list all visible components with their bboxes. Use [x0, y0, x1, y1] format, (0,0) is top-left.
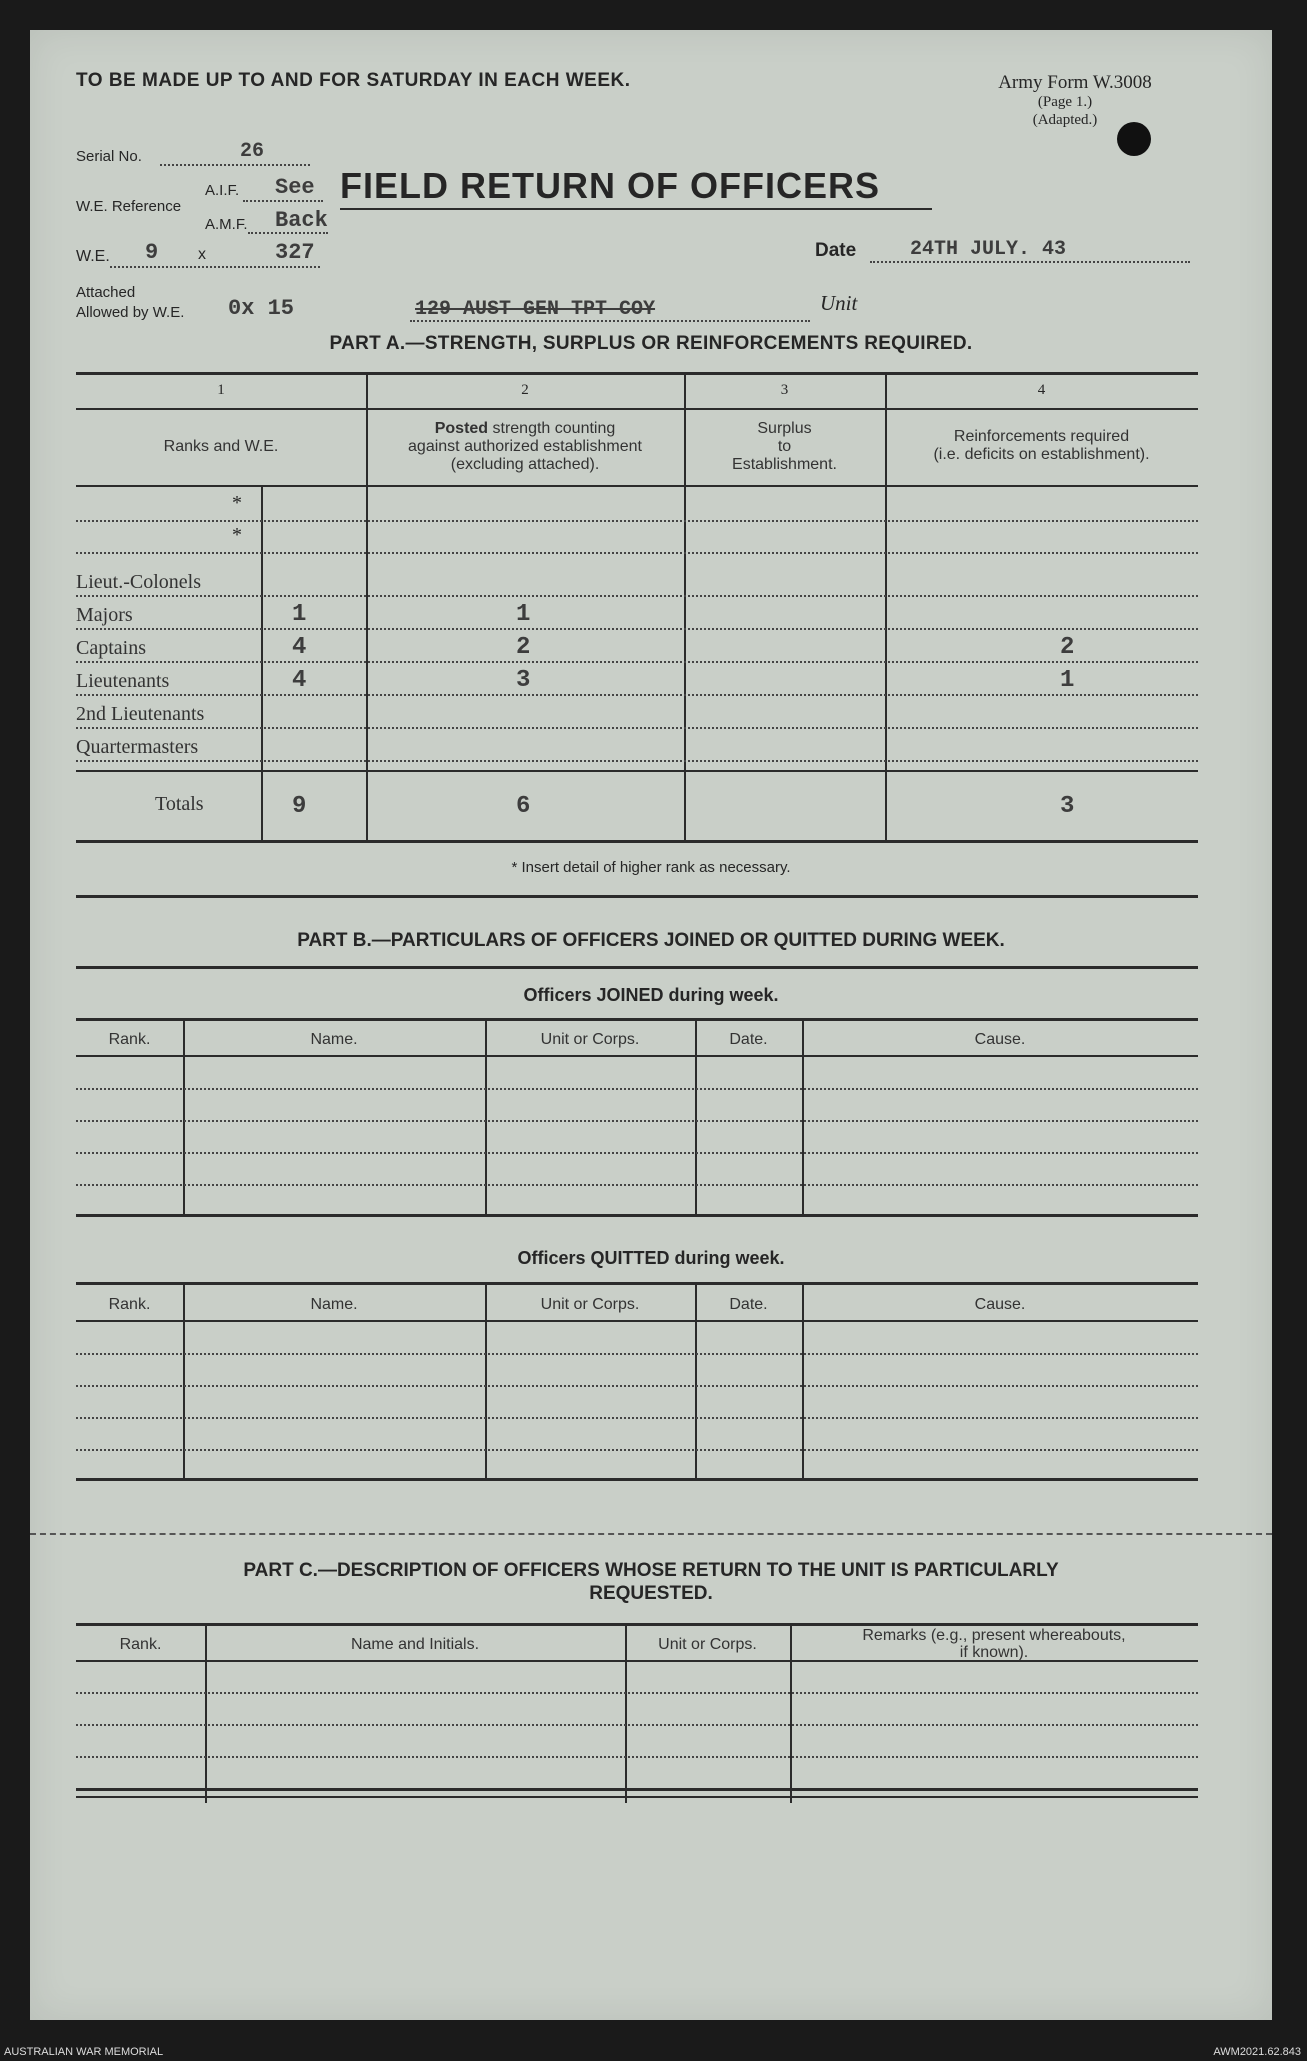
asterisk-row-1: * — [232, 492, 242, 514]
amf-value: Back — [275, 208, 328, 233]
part-a-title: PART A.—STRENGTH, SURPLUS OR REINFORCEMENTS REQUIRED. — [329, 333, 973, 354]
col1-header: Ranks and W.E. — [163, 438, 279, 455]
rank-lieutenants: Lieutenants — [76, 670, 170, 692]
quitted-col-cause: Cause. — [974, 1296, 1026, 1313]
col2-header-rest: strength counting — [488, 420, 616, 437]
col3-header-line3: Establishment. — [732, 456, 837, 473]
unit-label: Unit — [820, 291, 858, 315]
asterisk-row-1-line — [76, 520, 1198, 522]
quitted-col-unit: Unit or Corps. — [540, 1296, 640, 1313]
part-b-top-rule — [76, 966, 1198, 969]
joined-col-cause: Cause. — [974, 1031, 1026, 1048]
part-a-totals-rule — [76, 770, 1198, 772]
amf-line — [248, 232, 328, 234]
quitted-col-date: Date. — [729, 1296, 768, 1313]
quitted-row-line-1 — [76, 1353, 1198, 1355]
we-x: x — [198, 246, 206, 263]
we-value-1: 9 — [145, 240, 159, 265]
aif-label: A.I.F. — [205, 182, 240, 199]
reinf-captains: 2 — [1060, 634, 1075, 661]
joined-col-rank: Rank. — [108, 1031, 151, 1048]
quitted-col-rank: Rank. — [108, 1296, 151, 1313]
title-underline — [340, 208, 932, 210]
quitted-row-line-3 — [76, 1417, 1198, 1419]
totals-we: 9 — [292, 793, 307, 820]
part-c-title-line1: PART C.—DESCRIPTION OF OFFICERS WHOSE RETURN TO THE UNIT IS PARTICULARLY — [243, 1560, 1059, 1581]
form-title: FIELD RETURN OF OFFICERS — [340, 165, 880, 206]
joined-col-date: Date. — [729, 1031, 768, 1048]
part-b-title: PART B.—PARTICULARS OF OFFICERS JOINED OR QUITTED DURING WEEK. — [297, 930, 1005, 951]
form-sheet — [30, 30, 1272, 2020]
serial-label: Serial No. — [76, 148, 142, 165]
col2-header — [366, 420, 684, 438]
asterisk-row-2: * — [232, 524, 242, 546]
rank-majors: Majors — [76, 604, 133, 626]
part-c-bottom-rule-1 — [76, 1788, 1198, 1791]
instruction-text: TO BE MADE UP TO AND FOR SATURDAY IN EACH WEEK. — [76, 70, 631, 91]
we-line — [110, 266, 320, 268]
quitted-row-line-4 — [76, 1449, 1198, 1451]
joined-header-rule — [76, 1055, 1198, 1057]
joined-top-rule — [76, 1018, 1198, 1021]
asterisk-row-2-line — [76, 552, 1198, 554]
rank-quartermasters: Quartermasters — [76, 736, 199, 758]
posted-lieutenants: 3 — [516, 667, 531, 694]
totals-label: Totals — [155, 793, 204, 815]
part-a-footnote-rule — [76, 895, 1198, 898]
row-line-1 — [76, 595, 1198, 597]
we-reference-label: W.E. Reference — [76, 198, 182, 215]
page-number: (Page 1.) — [1037, 94, 1093, 110]
unit-value: 129 AUST GEN TPT COY — [415, 298, 656, 321]
date-line — [870, 261, 1190, 263]
perforation-line — [30, 1533, 1272, 1535]
part-c-col-remarks-1: Remarks (e.g., present whereabouts, — [862, 1627, 1126, 1644]
rank-2nd-lieutenants: 2nd Lieutenants — [76, 703, 205, 725]
we-captains: 4 — [292, 634, 307, 661]
we-value-2: 327 — [275, 240, 315, 265]
army-form-number: Army Form W.3008 — [998, 72, 1152, 93]
we-lieutenants: 4 — [292, 667, 307, 694]
joined-bottom-rule — [76, 1214, 1198, 1217]
posted-bold: Posted — [434, 420, 489, 437]
unit-line — [410, 320, 810, 322]
col-number-1: 1 — [217, 382, 225, 398]
quitted-col-name: Name. — [310, 1296, 358, 1313]
joined-col-name: Name. — [310, 1031, 358, 1048]
we-majors: 1 — [292, 601, 307, 628]
posted-captains: 2 — [516, 634, 531, 661]
quitted-top-rule — [76, 1282, 1198, 1285]
col-number-3: 3 — [780, 382, 789, 398]
row-line-2 — [76, 628, 1198, 630]
col4-header-line1: Reinforcements required — [953, 428, 1130, 445]
col3-header-line1: Surplus — [757, 420, 812, 437]
row-line-4 — [76, 694, 1198, 696]
part-c-bottom-rule-2 — [76, 1796, 1198, 1798]
date-value: 24TH JULY. 43 — [910, 238, 1067, 261]
joined-title: Officers JOINED during week. — [523, 985, 779, 1005]
part-a-bottom-rule — [76, 840, 1198, 843]
joined-row-line-1 — [76, 1088, 1198, 1090]
posted-majors: 1 — [516, 601, 531, 628]
aif-line — [243, 200, 323, 202]
totals-posted: 6 — [516, 793, 531, 820]
part-a-header-rule — [76, 485, 1198, 487]
row-line-6 — [76, 760, 1198, 762]
serial-value: 26 — [240, 140, 265, 163]
totals-reinf: 3 — [1060, 793, 1075, 820]
allowed-value: 0x 15 — [228, 296, 295, 321]
part-c-row-line-1 — [76, 1692, 1198, 1694]
quitted-bottom-rule — [76, 1478, 1198, 1481]
col-number-2: 2 — [521, 382, 529, 398]
joined-row-line-3 — [76, 1152, 1198, 1154]
we-label: W.E. — [76, 248, 110, 265]
footer-right: AWM2021.62.843 — [1213, 2046, 1301, 2058]
col2-header-line2: against authorized establishment — [408, 438, 642, 455]
part-c-row-line-2 — [76, 1724, 1198, 1726]
attached-label: Attached — [76, 284, 136, 301]
rank-captains: Captains — [76, 637, 146, 659]
punch-hole — [1117, 122, 1151, 156]
col4-header-line2: (i.e. deficits on establishment). — [933, 446, 1150, 463]
part-c-col-unit: Unit or Corps. — [658, 1636, 757, 1653]
adapted-label: (Adapted.) — [1032, 112, 1098, 128]
part-c-col-rank: Rank. — [119, 1636, 162, 1653]
allowed-label: Allowed by W.E. — [76, 304, 185, 321]
serial-line — [160, 164, 310, 166]
col-number-4: 4 — [1037, 382, 1046, 398]
part-c-col-remarks-2: if known). — [959, 1644, 1029, 1661]
part-c-row-line-3 — [76, 1756, 1198, 1758]
part-c-top-rule — [76, 1623, 1198, 1626]
footer-left: AUSTRALIAN WAR MEMORIAL — [4, 2046, 164, 2058]
quitted-row-line-2 — [76, 1385, 1198, 1387]
col2-header-line3: (excluding attached). — [450, 456, 600, 473]
joined-row-line-2 — [76, 1120, 1198, 1122]
rank-lieut-colonels: Lieut.-Colonels — [76, 571, 201, 593]
quitted-title: Officers QUITTED during week. — [517, 1248, 785, 1268]
col3-header-line2: to — [777, 438, 792, 455]
row-line-3 — [76, 661, 1198, 663]
footnote: * Insert detail of higher rank as necessary. — [511, 859, 791, 876]
part-c-col-name: Name and Initials. — [350, 1636, 480, 1653]
aif-value: See — [275, 175, 315, 200]
part-c-title-line2: REQUESTED. — [589, 1583, 713, 1604]
date-label: Date — [815, 240, 857, 261]
quitted-header-rule — [76, 1320, 1198, 1322]
part-a-number-rule — [76, 408, 1198, 410]
joined-row-line-4 — [76, 1184, 1198, 1186]
part-a-top-rule — [76, 372, 1198, 375]
reinf-lieutenants: 1 — [1060, 667, 1075, 694]
joined-col-unit: Unit or Corps. — [540, 1031, 640, 1048]
amf-label: A.M.F. — [205, 216, 248, 233]
row-line-5 — [76, 727, 1198, 729]
